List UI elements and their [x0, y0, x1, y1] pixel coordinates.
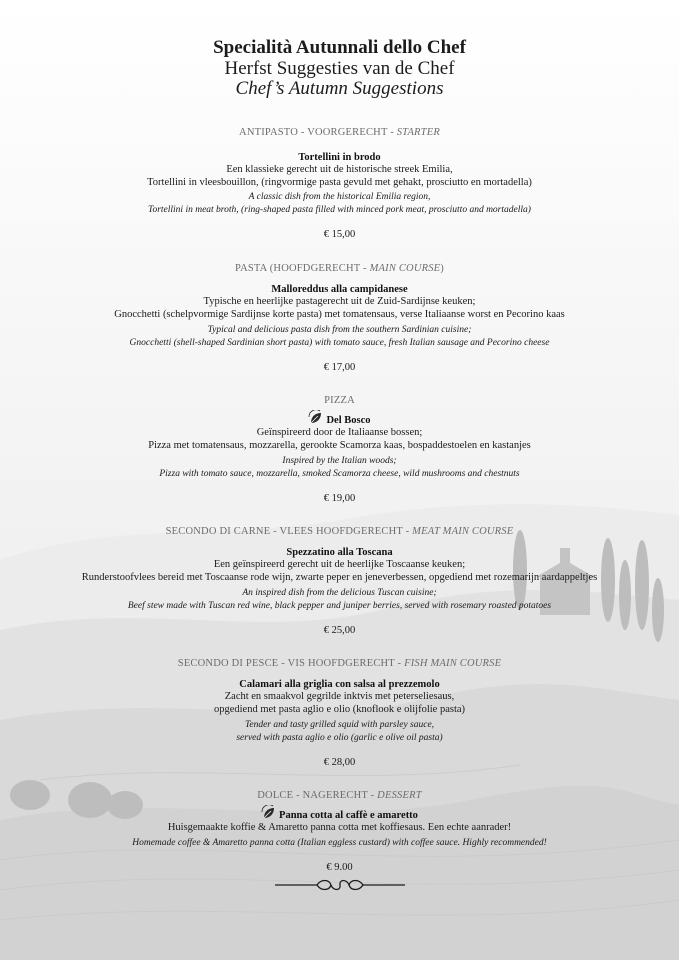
dutch-line: Zacht en smaakvol gegrilde inktvis met peterseliesaus, — [224, 690, 455, 702]
title-italian: Specialità Autunnali dello Chef — [213, 37, 466, 58]
dutch-line: Tortellini in vleesbouillon, (ringvormige pasta gevuld met gehakt, prosciutto en mortadella) — [147, 177, 532, 189]
heading-separator: - — [298, 126, 308, 138]
english-line: served with pasta aglio e olio (garlic e olive oil pasta) — [236, 732, 443, 743]
heading-dutch: VIS HOOFDGERECHT — [287, 657, 395, 669]
heading-dutch: VLEES HOOFDGERECHT — [279, 525, 403, 537]
heading-dutch: HOOFDGERECHT — [273, 262, 361, 274]
english-line: Inspired by the Italian woods; — [282, 455, 397, 466]
section-fish-main — [0, 658, 679, 768]
heading-italian: ANTIPASTO — [239, 126, 299, 138]
dish-description-english — [0, 324, 679, 350]
dish-price: € 25,00 — [323, 624, 356, 636]
title-english: Chef’s Autumn Suggestions — [235, 78, 444, 100]
heading-separator: - — [402, 525, 413, 537]
dish-description-dutch — [0, 163, 679, 190]
title-dutch: Herfst Suggesties van de Chef — [224, 57, 455, 79]
heading-separator: - — [394, 657, 405, 669]
menu-title-block — [0, 0, 679, 100]
dish-price: € 9.00 — [326, 862, 353, 874]
dish-description-dutch — [0, 295, 679, 322]
dutch-line: Runderstoofvlees bereid met Toscaanse rode wijn, zwarte peper en jeneverbessen, opgediend met rozemarijn aardappeltjes — [81, 572, 598, 584]
heading-italian: PIZZA — [324, 394, 355, 406]
dutch-line: opgediend met pasta aglio e olio (knoflook e olijfolie pasta) — [213, 704, 466, 716]
dutch-line: Geïnspireerd door de Italiaanse bossen; — [256, 426, 423, 438]
heading-english: MAIN COURSE — [369, 262, 441, 274]
ornamental-divider-icon — [275, 877, 405, 893]
heading-english: DESSERT — [377, 789, 422, 801]
dish-name: Malloreddus alla campidanese — [271, 283, 408, 295]
dutch-line: Pizza met tomatensaus, mozzarella, gerookte Scamorza kaas, bospaddestoelen en kastanjes — [148, 440, 531, 452]
heading-english: STARTER — [396, 126, 440, 138]
heading-separator: - — [387, 126, 397, 138]
vegetarian-leaf-icon — [308, 410, 324, 426]
heading-separator: ( — [266, 262, 274, 274]
dish-description-dutch — [0, 821, 679, 835]
dish-description-english — [0, 455, 679, 481]
dish-price: € 17,00 — [323, 361, 356, 373]
dutch-line: Typische en heerlijke pastagerecht uit de Zuid-Sardijnse keuken; — [203, 295, 476, 307]
heading-italian: SECONDO DI PESCE — [177, 657, 279, 669]
dutch-line: Een geïnspireerd gerecht uit de heerlijke Toscaanse keuken; — [213, 558, 466, 570]
section-pasta — [0, 263, 679, 373]
dish-name-row — [0, 410, 679, 426]
heading-italian: DOLCE — [257, 789, 294, 801]
heading-english: FISH MAIN COURSE — [404, 657, 502, 669]
dish-description-english — [0, 719, 679, 745]
section-heading — [0, 127, 679, 138]
section-heading — [0, 263, 679, 274]
english-line: Tender and tasty grilled squid with parsley sauce, — [244, 719, 435, 730]
english-line: A classic dish from the historical Emilia region, — [248, 191, 431, 202]
section-dessert — [0, 790, 679, 874]
section-meat-main — [0, 526, 679, 636]
dish-price: € 15,00 — [323, 228, 356, 240]
dish-description-english — [0, 587, 679, 613]
vegetarian-leaf-icon — [261, 805, 277, 821]
dutch-line: Huisgemaakte koffie & Amaretto panna cotta met koffiesaus. Een echte aanrader! — [167, 821, 512, 833]
dish-description-dutch — [0, 690, 679, 717]
english-line: An inspired dish from the delicious Tuscan cuisine; — [242, 587, 437, 598]
heading-separator: ) — [440, 262, 444, 274]
section-heading — [0, 790, 679, 801]
english-line: Beef stew made with Tuscan red wine, black pepper and juniper berries, served with rosemary roasted potatoes — [127, 600, 552, 611]
heading-dutch: VOORGERECHT — [307, 126, 388, 138]
english-line: Typical and delicious pasta dish from the southern Sardinian cuisine; — [207, 324, 472, 335]
heading-italian: SECONDO DI CARNE — [165, 525, 271, 537]
dish-description-english — [0, 191, 679, 217]
dutch-line: Gnocchetti (schelpvormige Sardijnse korte pasta) met tomatensaus, verse Italiaanse worst en Pecorino kaas — [114, 309, 565, 321]
heading-italian: PASTA — [235, 262, 267, 274]
dish-description-dutch — [0, 558, 679, 585]
heading-dutch: NAGERECHT — [302, 789, 368, 801]
english-line: Tortellini in meat broth, (ring-shaped pasta filled with minced pork meat, prosciutto and mortadella) — [148, 204, 531, 215]
dish-description-dutch — [0, 426, 679, 453]
section-antipasto — [0, 127, 679, 240]
dish-price: € 28,00 — [323, 756, 356, 768]
section-heading — [0, 658, 679, 669]
heading-separator: - — [270, 525, 280, 537]
heading-english: MEAT MAIN COURSE — [412, 525, 514, 537]
dish-name: Tortellini in brodo — [298, 151, 381, 163]
dish-name: Panna cotta al caffè e amaretto — [279, 809, 418, 821]
section-heading — [0, 526, 679, 537]
heading-separator: - — [293, 789, 303, 801]
dish-name: Calamari alla griglia con salsa al prezzemolo — [239, 678, 440, 690]
english-line: Gnocchetti (shell-shaped Sardinian short pasta) with tomato sauce, fresh Italian sausage and Pecorino cheese — [129, 337, 550, 348]
dish-name-row — [0, 805, 679, 821]
section-heading — [0, 395, 679, 406]
dutch-line: Een klassieke gerecht uit de historische streek Emilia, — [226, 163, 453, 175]
heading-separator: - — [278, 657, 288, 669]
english-line: Pizza with tomato sauce, mozzarella, smoked Scamorza cheese, wild mushrooms and chestnuts — [159, 468, 520, 479]
dish-name: Del Bosco — [326, 414, 371, 426]
heading-separator: - — [360, 262, 370, 274]
heading-separator: - — [367, 789, 378, 801]
section-pizza — [0, 395, 679, 504]
dish-name: Spezzatino alla Toscana — [286, 546, 393, 558]
english-line: Homemade coffee & Amaretto panna cotta (Italian eggless custard) with coffee sauce. Highly recommended! — [132, 838, 547, 849]
dish-description-english — [0, 837, 679, 850]
dish-price: € 19,00 — [323, 492, 356, 504]
